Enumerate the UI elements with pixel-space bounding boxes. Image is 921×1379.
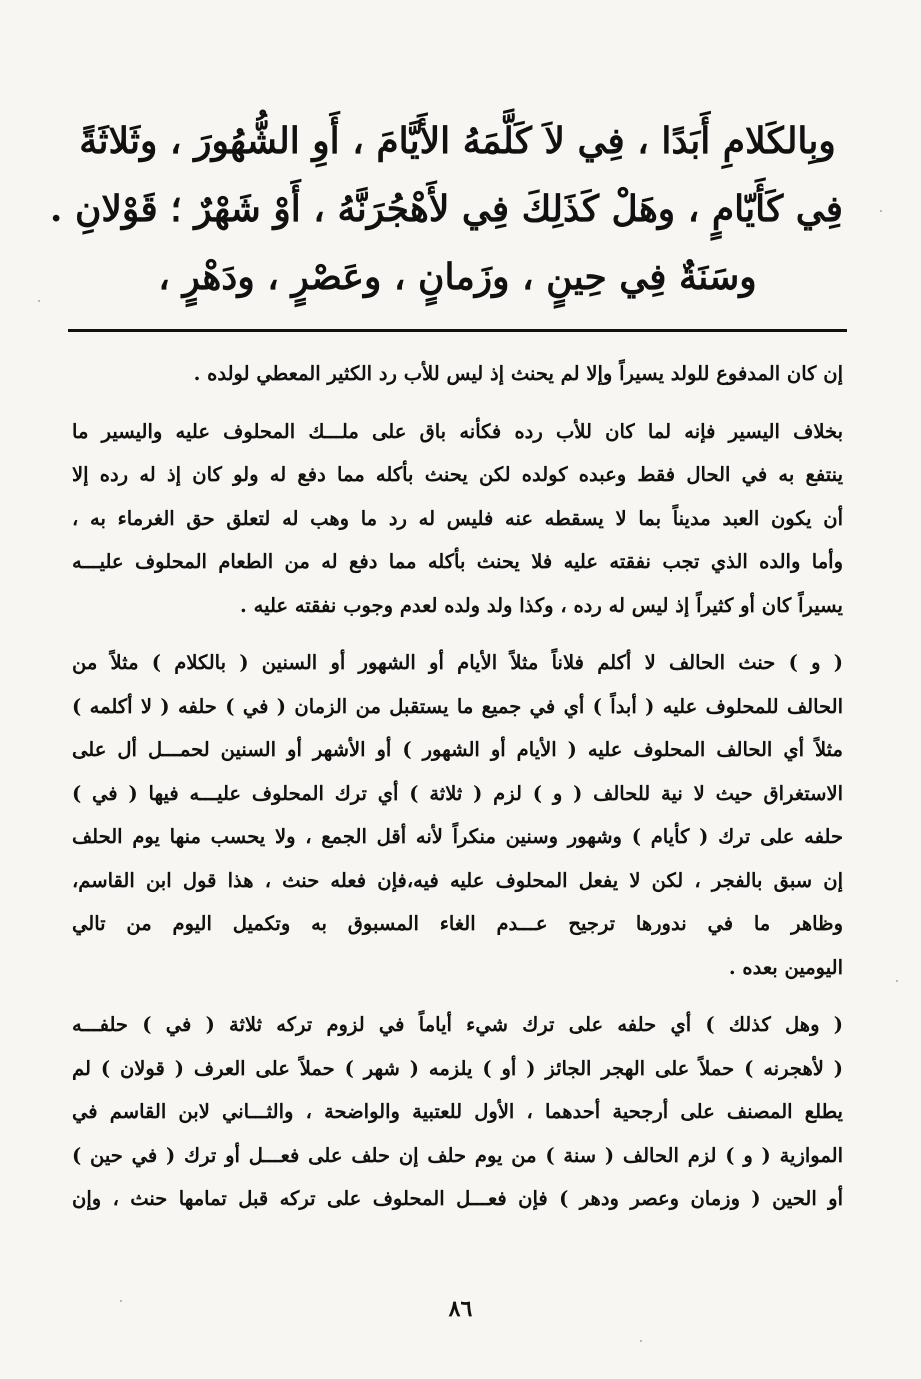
text-line: الحالف للمحلوف عليه ( أبداً ) أي في جميع ما يستقبل من الزمان ( في ) حلفه ( لا أكلمه ): [72, 694, 843, 718]
text-line: إن سبق بالفجر ، لكن لا يفعل المحلوف عليه فيه،فإن فعله حنث ، هذا قول ابن القاسم،: [72, 868, 843, 892]
matn-line: وسَنَةٌ فِي حِينٍ ، وزَمانٍ ، وعَصْرٍ ، ودَهْرٍ ،: [158, 256, 757, 298]
matn-line: وبِالكَلامِ أَبَدًا ، فِي لاَ كَلَّمَهُ الأَيَّامَ ، أَوِ الشُّهُورَ ، وثَلاثَةً: [79, 120, 836, 162]
matn-verse-block: [49, 107, 843, 311]
page-number: ٨٦: [448, 1296, 473, 1322]
commentary-paragraph: [72, 641, 843, 989]
text-line: مثلاً أي الحالف المحلوف عليه ( الأيام أو الشهور ) أو الأشهر أو السنين لحمـــل أل على: [72, 738, 843, 761]
text-line: أو الحين ( وزمان وعصر ودهر ) فإن فعـــل المحلوف على تركه قبل تمامها حنث ، وإن: [72, 1187, 843, 1210]
scan-speck: [120, 1300, 122, 1302]
text-line: يطلع المصنف على أرجحية أحدهما ، الأول للعتبية والواضحة ، والثـــاني لابن القاسم في: [72, 1100, 843, 1123]
text-line: ( لأهجرنه ) حملاً على الهجر الجائز ( أو ) يلزمه ( شهر ) حملاً على العرف ( قولان ) لم: [72, 1056, 843, 1080]
text-line: أن يكون العبد مديناً بما لا يسقطه عنه فليس له رد ما وهب له لتعلق حق الغرماء به ،: [72, 506, 843, 530]
scan-speck: [38, 300, 40, 302]
scan-speck: [880, 210, 882, 212]
scan-speck: [640, 1340, 642, 1342]
text-line: اليومين بعده .: [728, 955, 843, 979]
text-line: وأما والده الذي تجب نفقته عليه فلا يحنث بأكله مما دفع له من الطعام المحلوف عليـــه: [72, 550, 843, 573]
text-line: ( وهل كذلك ) أي حلفه على ترك شيء أياماً في لزوم تركه ثلاثة ( في ) حلفـــه: [72, 1013, 843, 1036]
commentary-paragraph: [72, 1003, 843, 1221]
text-line: الموازية ( و ) لزم الحالف ( سنة ) من يوم حلف إن حلف على فعـــل أو ترك ( في حين ): [72, 1143, 843, 1167]
matn-line: فِي كَأَيّامٍ ، وهَلْ كَذَلِكَ فِي لأَهْجُرَنَّهُ ، أَوْ شَهْرٌ ؛ قَوْلانِ .: [49, 188, 843, 230]
text-line: الاستغراق حيث لا نية للحالف ( و ) لزم ( ثلاثة ) أي ترك المحلوف عليـــه فيها ( في ): [72, 781, 843, 805]
text-line: حلفه على ترك ( كأيام ) وشهور وسنين منكراً لأنه أقل الجمع ، ولا يحسب منها يوم الحلف: [72, 825, 843, 848]
text-line: وظاهر ما في ندورها ترجيح عـــدم الغاء المسبوق به وتكميل اليوم من تالي: [72, 912, 843, 935]
commentary-paragraph: [72, 352, 843, 396]
text-line: ( و ) حنث الحالف لا أكلم فلاناً مثلاً الأيام أو الشهور أو السنين ( بالكلام ) مثلاً من: [72, 651, 843, 674]
text-line: إن كان المدفوع للولد يسيراً وإلا لم يحنث إذ ليس للأب رد الكثير المعطي لولده .: [193, 362, 843, 385]
text-line: بخلاف اليسير فإنه لما كان للأب رده فكأنه باق على ملـــك المحلوف عليه واليسير ما: [72, 419, 843, 443]
text-line: ينتفع به في الحال فقط وعبده كولده لكن يحنث بأكله مما دفع له ولو كان إذ له رده إلا: [72, 463, 843, 486]
commentary-paragraph: [72, 410, 843, 628]
text-line: يسيراً كان أو كثيراً إذ ليس له رده ، وكذا ولد ولده لعدم وجوب نفقته عليه .: [240, 593, 843, 617]
commentary-text: [72, 352, 843, 1221]
separator-rule: [68, 329, 847, 332]
scan-speck: [896, 980, 898, 982]
